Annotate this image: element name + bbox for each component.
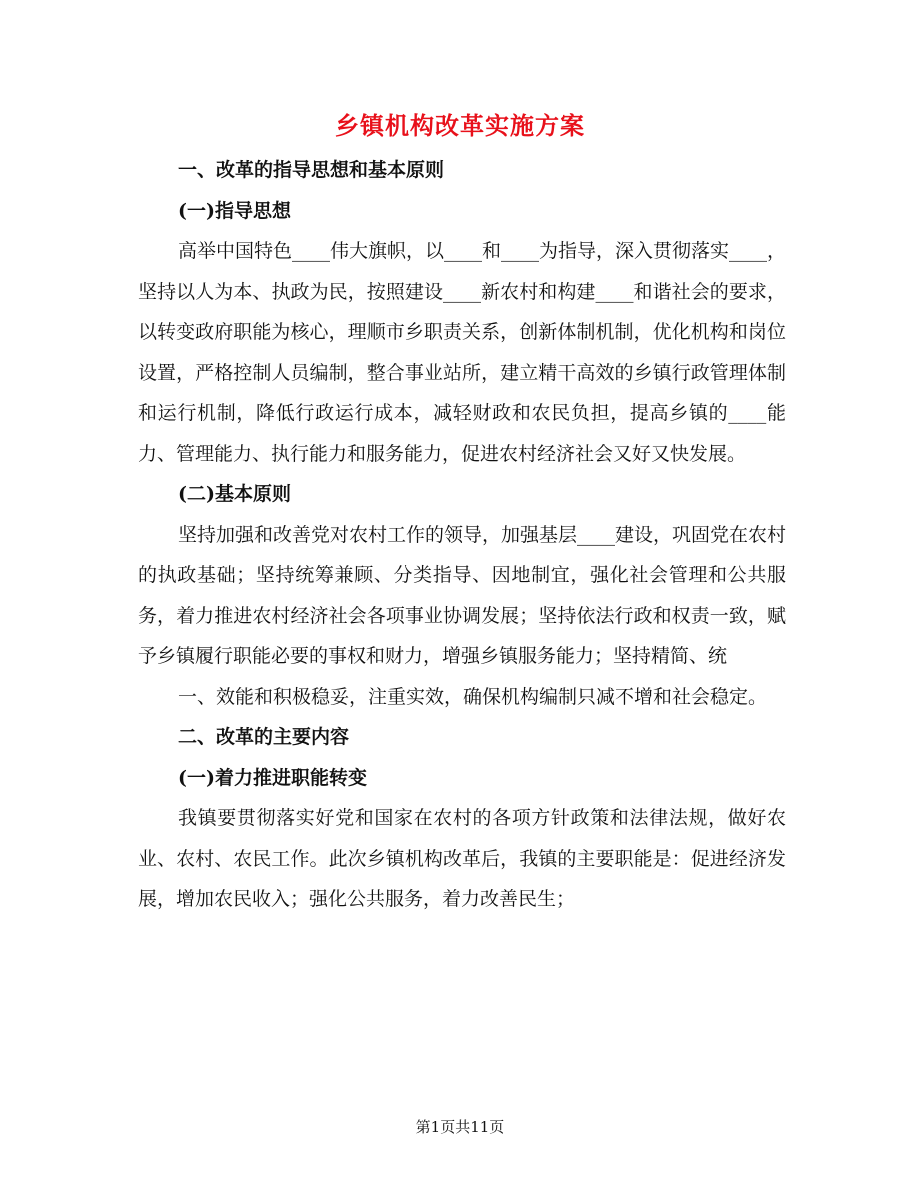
document-body xyxy=(138,150,786,920)
document-title: 乡镇机构改革实施方案 xyxy=(335,111,585,140)
paragraph-guiding-thought: 高举中国特色____伟大旗帜，以____和____为指导，深入贯彻落实____，坚持以人为本、执政为民，按照建设____新农村和构建____和谐社会的要求，以转变政府职能为核心，理顺市乡职责关系，创新体制机制，优化机构和岗位设置，严格控制人员编制，整合事业站所，建立精干高效的乡镇行政管理体制和运行机制，降低行政运行成本，减轻财政和农民负担，提高乡镇的____能力、管理能力、执行能力和服务能力，促进农村经济社会又好又快发展。 xyxy=(138,240,787,465)
page-number: 第1页共11页 xyxy=(415,1118,505,1136)
subsection-heading-basic-principles: (二)基本原则 xyxy=(178,483,291,505)
paragraph-efficiency: 一、效能和积极稳妥，注重实效，确保机构编制只减不增和社会稳定。 xyxy=(178,685,768,708)
paragraph-main-functions: 我镇要贯彻落实好党和国家在农村的各项方针政策和法律法规，做好农业、农村、农民工作。此次乡镇机构改革后，我镇的主要职能是：促进经济发展，增加农民收入；强化公共服务，着力改善民生； xyxy=(138,807,786,910)
paragraph-basic-principles: 坚持加强和改善党对农村工作的领导，加强基层____建设，巩固党在农村的执政基础；坚持统筹兼顾、分类指导、因地制宜，强化社会管理和公共服务，着力推进农村经济社会各项事业协调发展；坚持依法行政和权责一致，赋予乡镇履行职能必要的事权和财力，增强乡镇服务能力；坚持精简、统 xyxy=(138,523,787,667)
subsection-heading-guiding-thought: (一)指导思想 xyxy=(178,199,291,222)
subsection-heading-function-transformation: (一)着力推进职能转变 xyxy=(178,766,367,789)
section-heading-1: 一、改革的指导思想和基本原则 xyxy=(178,159,445,181)
section-heading-2: 二、改革的主要内容 xyxy=(178,726,350,748)
